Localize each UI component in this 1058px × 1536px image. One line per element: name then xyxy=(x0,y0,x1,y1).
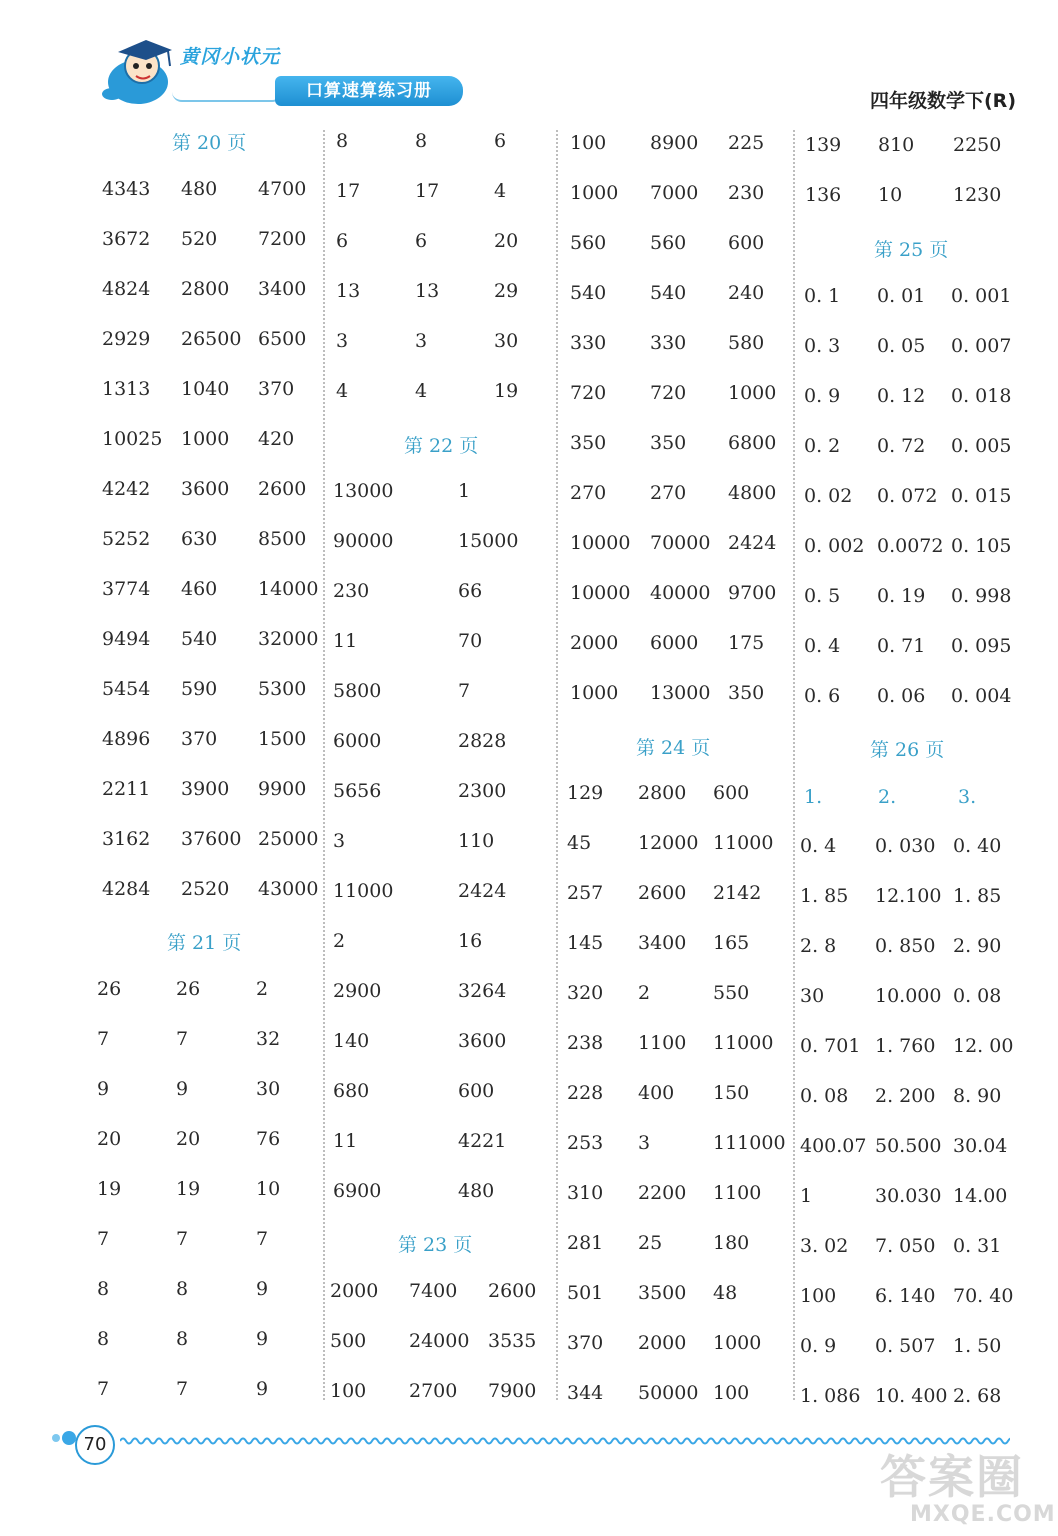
answer-cell: 344 xyxy=(567,1382,604,1404)
answer-cell: 230 xyxy=(333,580,370,602)
answer-cell: 2600 xyxy=(258,478,307,500)
answer-cell: 110 xyxy=(458,830,495,852)
section-title-page-24: 第 24 页 xyxy=(636,737,711,759)
answer-cell: 9700 xyxy=(728,582,777,604)
answer-cell: 43000 xyxy=(258,878,319,900)
answer-cell: 7400 xyxy=(409,1280,458,1302)
answer-cell: 3672 xyxy=(102,228,151,250)
answer-cell: 720 xyxy=(650,382,687,404)
answer-cell: 129 xyxy=(567,782,604,804)
answer-cell: 9 xyxy=(176,1078,189,1100)
answer-cell: 0. 1 xyxy=(804,285,841,307)
answer-cell: 100 xyxy=(800,1285,837,1307)
answer-cell: 2142 xyxy=(713,882,762,904)
answer-cell: 7 xyxy=(97,1028,110,1050)
answer-cell: 8 xyxy=(176,1328,189,1350)
answer-cell: 460 xyxy=(181,578,218,600)
answer-cell: 9900 xyxy=(258,778,307,800)
answer-cell: 165 xyxy=(713,932,750,954)
answer-cell: 17 xyxy=(415,180,440,202)
section-title-page-23: 第 23 页 xyxy=(398,1234,473,1256)
answer-cell: 560 xyxy=(650,232,687,254)
answer-cell: 50.500 xyxy=(875,1135,942,1157)
answer-cell: 1100 xyxy=(638,1032,687,1054)
answer-cell: 25000 xyxy=(258,828,319,850)
answer-cell: 2700 xyxy=(409,1380,458,1402)
answer-cell: 150 xyxy=(713,1082,750,1104)
answer-cell: 16 xyxy=(458,930,483,952)
answer-cell: 1230 xyxy=(953,184,1002,206)
decor-dot xyxy=(52,1434,60,1442)
column-divider xyxy=(793,130,795,1400)
section-title-page-20: 第 20 页 xyxy=(172,132,247,154)
answer-cell: 0. 004 xyxy=(951,685,1012,707)
answer-cell: 40000 xyxy=(650,582,711,604)
answer-cell: 3 xyxy=(333,830,346,852)
answer-cell: 480 xyxy=(458,1180,495,1202)
answer-cell: 26500 xyxy=(181,328,242,350)
answer-cell: 2520 xyxy=(181,878,230,900)
answer-cell: 5454 xyxy=(102,678,151,700)
answer-cell: 0. 018 xyxy=(951,385,1012,407)
answer-cell: 0. 08 xyxy=(953,985,1002,1007)
answer-cell: 1000 xyxy=(570,682,619,704)
answer-cell: 6 xyxy=(415,230,428,252)
answer-cell: 20 xyxy=(97,1128,122,1150)
answer-cell: 240 xyxy=(728,282,765,304)
answer-cell: 30 xyxy=(800,985,825,1007)
answer-cell: 1. 85 xyxy=(800,885,849,907)
column-divider xyxy=(556,130,558,1400)
brand-name: 黄冈小状元 xyxy=(180,46,281,68)
answer-cell: 1 xyxy=(458,480,471,502)
answer-cell: 13000 xyxy=(650,682,711,704)
answer-cell: 630 xyxy=(181,528,218,550)
book-title-banner: 口算速算练习册 xyxy=(275,76,463,106)
answer-cell: 228 xyxy=(567,1082,604,1104)
watermark-logo: 答案圈 xyxy=(880,1450,1024,1504)
answer-cell: 0. 002 xyxy=(804,535,865,557)
answer-cell: 100 xyxy=(330,1380,367,1402)
answer-cell: 9 xyxy=(256,1328,269,1350)
answer-cell: 70. 40 xyxy=(953,1285,1014,1307)
answer-cell: 720 xyxy=(570,382,607,404)
answer-cell: 175 xyxy=(728,632,765,654)
answer-cell: 330 xyxy=(570,332,607,354)
answer-cell: 1000 xyxy=(570,182,619,204)
answer-cell: 13 xyxy=(415,280,440,302)
answer-cell: 400 xyxy=(638,1082,675,1104)
answer-cell: 9494 xyxy=(102,628,151,650)
answer-cell: 4800 xyxy=(728,482,777,504)
answer-cell: 19 xyxy=(494,380,519,402)
answer-cell: 32000 xyxy=(258,628,319,650)
answer-cell: 29 xyxy=(494,280,519,302)
answer-cell: 140 xyxy=(333,1030,370,1052)
answer-cell: 0. 030 xyxy=(875,835,936,857)
answer-cell: 0. 850 xyxy=(875,935,936,957)
answer-cell: 5656 xyxy=(333,780,382,802)
answer-cell: 0. 6 xyxy=(804,685,841,707)
answer-cell: 4284 xyxy=(102,878,151,900)
answer-cell: 2300 xyxy=(458,780,507,802)
answer-cell: 2. 90 xyxy=(953,935,1002,957)
answer-cell: 10.000 xyxy=(875,985,942,1007)
answer-cell: 8500 xyxy=(258,528,307,550)
answer-cell: 1000 xyxy=(181,428,230,450)
answer-cell: 2424 xyxy=(458,880,507,902)
page-header xyxy=(0,0,1058,120)
answer-cell: 7 xyxy=(97,1378,110,1400)
answer-cell: 0. 9 xyxy=(800,1335,837,1357)
answer-cell: 4824 xyxy=(102,278,151,300)
answer-cell: 1. 85 xyxy=(953,885,1002,907)
answer-cell: 2000 xyxy=(638,1332,687,1354)
answer-cell: 500 xyxy=(330,1330,367,1352)
answer-cell: 1500 xyxy=(258,728,307,750)
answer-cell: 6 xyxy=(336,230,349,252)
answer-cell: 8 xyxy=(97,1328,110,1350)
answer-cell: 0. 507 xyxy=(875,1335,936,1357)
answer-cell: 810 xyxy=(878,134,915,156)
answer-cell: 0. 2 xyxy=(804,435,841,457)
answer-cell: 11000 xyxy=(713,832,774,854)
answer-cell: 26 xyxy=(97,978,122,1000)
answer-cell: 1 xyxy=(800,1185,813,1207)
question-number: 2. xyxy=(878,786,897,808)
answer-cell: 330 xyxy=(650,332,687,354)
answer-cell: 6000 xyxy=(650,632,699,654)
answer-cell: 0. 015 xyxy=(951,485,1012,507)
answer-cell: 5300 xyxy=(258,678,307,700)
answer-cell: 3. 02 xyxy=(800,1235,849,1257)
section-title-page-21: 第 21 页 xyxy=(167,932,242,954)
answer-cell: 14.00 xyxy=(953,1185,1008,1207)
answer-cell: 0. 19 xyxy=(877,585,926,607)
column-divider xyxy=(323,130,325,1400)
watermark-url: MXQE.COM xyxy=(910,1502,1056,1527)
answer-cell: 1. 086 xyxy=(800,1385,861,1407)
answer-cell: 2600 xyxy=(638,882,687,904)
answer-cell: 0. 12 xyxy=(877,385,926,407)
answer-cell: 6. 140 xyxy=(875,1285,936,1307)
answer-cell: 4343 xyxy=(102,178,151,200)
answer-cell: 13 xyxy=(336,280,361,302)
answer-cell: 0. 701 xyxy=(800,1035,861,1057)
wavy-divider xyxy=(120,1436,1010,1446)
answer-cell: 10025 xyxy=(102,428,163,450)
answer-cell: 2 xyxy=(638,982,651,1004)
answer-cell: 30 xyxy=(494,330,519,352)
answer-cell: 19 xyxy=(176,1178,201,1200)
answer-cell: 3400 xyxy=(258,278,307,300)
answer-cell: 4700 xyxy=(258,178,307,200)
answer-cell: 6000 xyxy=(333,730,382,752)
answer-cell: 3774 xyxy=(102,578,151,600)
answer-cell: 0. 01 xyxy=(877,285,926,307)
brand-swoosh xyxy=(172,92,282,102)
answer-cell: 7 xyxy=(256,1228,269,1250)
answer-cell: 10. 400 xyxy=(875,1385,948,1407)
answer-cell: 13000 xyxy=(333,480,394,502)
answer-cell: 7 xyxy=(176,1378,189,1400)
answer-cell: 8900 xyxy=(650,132,699,154)
answer-cell: 2. 8 xyxy=(800,935,837,957)
answer-cell: 550 xyxy=(713,982,750,1004)
answer-cell: 3264 xyxy=(458,980,507,1002)
answer-cell: 45 xyxy=(567,832,592,854)
answer-cell: 281 xyxy=(567,1232,604,1254)
answer-cell: 2250 xyxy=(953,134,1002,156)
answer-cell: 3400 xyxy=(638,932,687,954)
answer-cell: 7200 xyxy=(258,228,307,250)
answer-cell: 7 xyxy=(458,680,471,702)
answer-cell: 0. 4 xyxy=(800,835,837,857)
answer-cell: 2000 xyxy=(330,1280,379,1302)
answer-cell: 17 xyxy=(336,180,361,202)
answer-cell: 180 xyxy=(713,1232,750,1254)
answer-cell: 600 xyxy=(458,1080,495,1102)
answer-cell: 0.0072 xyxy=(877,535,944,557)
answer-cell: 50000 xyxy=(638,1382,699,1404)
answer-cell: 680 xyxy=(333,1080,370,1102)
answer-cell: 2929 xyxy=(102,328,151,350)
answer-cell: 1100 xyxy=(713,1182,762,1204)
answer-cell: 100 xyxy=(713,1382,750,1404)
answer-cell: 3 xyxy=(415,330,428,352)
answer-cell: 270 xyxy=(570,482,607,504)
answer-cell: 257 xyxy=(567,882,604,904)
answer-cell: 0. 001 xyxy=(951,285,1012,307)
answer-cell: 1313 xyxy=(102,378,151,400)
answer-cell: 3600 xyxy=(458,1030,507,1052)
answer-cell: 9 xyxy=(256,1378,269,1400)
answer-cell: 370 xyxy=(567,1332,604,1354)
answer-cell: 600 xyxy=(728,232,765,254)
answer-cell: 76 xyxy=(256,1128,281,1150)
answer-cell: 11 xyxy=(333,1130,358,1152)
answer-cell: 0. 40 xyxy=(953,835,1002,857)
answer-cell: 540 xyxy=(181,628,218,650)
answer-cell: 253 xyxy=(567,1132,604,1154)
answer-cell: 9 xyxy=(97,1078,110,1100)
answer-cell: 3900 xyxy=(181,778,230,800)
answer-cell: 590 xyxy=(181,678,218,700)
answer-cell: 4 xyxy=(415,380,428,402)
answer-cell: 7000 xyxy=(650,182,699,204)
answer-cell: 30.04 xyxy=(953,1135,1008,1157)
answer-cell: 350 xyxy=(728,682,765,704)
answer-cell: 4 xyxy=(494,180,507,202)
answer-cell: 3600 xyxy=(181,478,230,500)
answer-cell: 3 xyxy=(638,1132,651,1154)
answer-cell: 230 xyxy=(728,182,765,204)
answer-cell: 580 xyxy=(728,332,765,354)
answer-cell: 0. 9 xyxy=(804,385,841,407)
answer-cell: 0. 08 xyxy=(800,1085,849,1107)
answer-cell: 0. 095 xyxy=(951,635,1012,657)
answer-cell: 7. 050 xyxy=(875,1235,936,1257)
answer-cell: 0. 105 xyxy=(951,535,1012,557)
answer-cell: 11000 xyxy=(333,880,394,902)
answer-cell: 12. 00 xyxy=(953,1035,1014,1057)
answer-cell: 7 xyxy=(176,1228,189,1250)
answer-cell: 2211 xyxy=(102,778,151,800)
answer-cell: 1000 xyxy=(713,1332,762,1354)
answer-cell: 30 xyxy=(256,1078,281,1100)
answer-cell: 400.07 xyxy=(800,1135,867,1157)
answer-cell: 8 xyxy=(336,130,349,152)
answer-cell: 0. 72 xyxy=(877,435,926,457)
answer-cell: 66 xyxy=(458,580,483,602)
answer-cell: 0. 005 xyxy=(951,435,1012,457)
answer-cell: 100 xyxy=(570,132,607,154)
section-title-page-22: 第 22 页 xyxy=(404,435,479,457)
answer-cell: 70000 xyxy=(650,532,711,554)
answer-cell: 10000 xyxy=(570,532,631,554)
answer-cell: 9 xyxy=(256,1278,269,1300)
answer-cell: 225 xyxy=(728,132,765,154)
answer-cell: 0. 007 xyxy=(951,335,1012,357)
answer-cell: 10 xyxy=(256,1178,281,1200)
answer-cell: 26 xyxy=(176,978,201,1000)
answer-cell: 4896 xyxy=(102,728,151,750)
answer-cell: 8. 90 xyxy=(953,1085,1002,1107)
answer-cell: 2000 xyxy=(570,632,619,654)
answer-cell: 0. 5 xyxy=(804,585,841,607)
answer-cell: 310 xyxy=(567,1182,604,1204)
answer-cell: 600 xyxy=(713,782,750,804)
answer-cell: 111000 xyxy=(713,1132,786,1154)
answer-cell: 8 xyxy=(415,130,428,152)
question-number: 3. xyxy=(958,786,977,808)
answer-cell: 7900 xyxy=(488,1380,537,1402)
answer-cell: 90000 xyxy=(333,530,394,552)
watermark xyxy=(880,1452,1056,1528)
answer-cell: 1. 760 xyxy=(875,1035,936,1057)
answer-cell: 70 xyxy=(458,630,483,652)
mascot-logo xyxy=(98,32,178,108)
answer-cell: 30.030 xyxy=(875,1185,942,1207)
answer-cell: 6500 xyxy=(258,328,307,350)
answer-cell: 0. 998 xyxy=(951,585,1012,607)
answer-cell: 3 xyxy=(336,330,349,352)
answer-cell: 2 xyxy=(333,930,346,952)
answer-cell: 238 xyxy=(567,1032,604,1054)
answer-cell: 2200 xyxy=(638,1182,687,1204)
answer-cell: 540 xyxy=(650,282,687,304)
answer-cell: 2 xyxy=(256,978,269,1000)
answer-cell: 6800 xyxy=(728,432,777,454)
decor-dot xyxy=(62,1431,76,1445)
answer-cell: 520 xyxy=(181,228,218,250)
answer-cell: 3535 xyxy=(488,1330,537,1352)
answer-cell: 20 xyxy=(176,1128,201,1150)
answer-cell: 350 xyxy=(570,432,607,454)
answer-cell: 2. 200 xyxy=(875,1085,936,1107)
answer-cell: 4242 xyxy=(102,478,151,500)
answer-cell: 2600 xyxy=(488,1280,537,1302)
answer-cell: 0. 02 xyxy=(804,485,853,507)
answer-cell: 1000 xyxy=(728,382,777,404)
answer-cell: 540 xyxy=(570,282,607,304)
answer-cell: 4 xyxy=(336,380,349,402)
answer-cell: 5252 xyxy=(102,528,151,550)
answer-cell: 15000 xyxy=(458,530,519,552)
answer-cell: 8 xyxy=(97,1278,110,1300)
answer-cell: 4221 xyxy=(458,1130,507,1152)
answer-cell: 0. 3 xyxy=(804,335,841,357)
answer-cell: 501 xyxy=(567,1282,604,1304)
answer-cell: 2828 xyxy=(458,730,507,752)
answer-cell: 14000 xyxy=(258,578,319,600)
answer-cell: 12000 xyxy=(638,832,699,854)
answer-cell: 2424 xyxy=(728,532,777,554)
answer-cell: 320 xyxy=(567,982,604,1004)
answer-cell: 420 xyxy=(258,428,295,450)
answer-cell: 1040 xyxy=(181,378,230,400)
answer-cell: 7 xyxy=(97,1228,110,1250)
section-title-page-26: 第 26 页 xyxy=(870,739,945,761)
answer-cell: 3500 xyxy=(638,1282,687,1304)
answer-cell: 10 xyxy=(878,184,903,206)
page-number: 70 xyxy=(75,1425,115,1465)
answer-cell: 480 xyxy=(181,178,218,200)
answer-cell: 11000 xyxy=(713,1032,774,1054)
answer-cell: 25 xyxy=(638,1232,663,1254)
answer-cell: 12.100 xyxy=(875,885,942,907)
answer-cell: 350 xyxy=(650,432,687,454)
answer-cell: 0. 71 xyxy=(877,635,926,657)
answer-cell: 370 xyxy=(181,728,218,750)
answer-cell: 3162 xyxy=(102,828,151,850)
answer-cell: 370 xyxy=(258,378,295,400)
answer-cell: 7 xyxy=(176,1028,189,1050)
answer-cell: 2. 68 xyxy=(953,1385,1002,1407)
answer-cell: 10000 xyxy=(570,582,631,604)
answer-cell: 2900 xyxy=(333,980,382,1002)
question-number: 1. xyxy=(804,786,823,808)
answer-cell: 0. 05 xyxy=(877,335,926,357)
answer-cell: 139 xyxy=(805,134,842,156)
answer-cell: 48 xyxy=(713,1282,738,1304)
answer-cell: 560 xyxy=(570,232,607,254)
answer-cell: 0. 31 xyxy=(953,1235,1002,1257)
answer-cell: 37600 xyxy=(181,828,242,850)
answer-cell: 32 xyxy=(256,1028,281,1050)
answer-cell: 5800 xyxy=(333,680,382,702)
answer-cell: 6900 xyxy=(333,1180,382,1202)
answer-cell: 6 xyxy=(494,130,507,152)
answer-cell: 24000 xyxy=(409,1330,470,1352)
answer-cell: 0. 072 xyxy=(877,485,938,507)
answer-cell: 8 xyxy=(176,1278,189,1300)
answer-cell: 0. 06 xyxy=(877,685,926,707)
answer-cell: 2800 xyxy=(638,782,687,804)
grade-label: 四年级数学下(R) xyxy=(870,90,1016,112)
answer-cell: 0. 4 xyxy=(804,635,841,657)
answer-cell: 19 xyxy=(97,1178,122,1200)
answer-cell: 136 xyxy=(805,184,842,206)
section-title-page-25: 第 25 页 xyxy=(874,239,949,261)
answer-cell: 2800 xyxy=(181,278,230,300)
answer-cell: 270 xyxy=(650,482,687,504)
answer-cell: 1. 50 xyxy=(953,1335,1002,1357)
answer-cell: 145 xyxy=(567,932,604,954)
answer-cell: 11 xyxy=(333,630,358,652)
answer-cell: 20 xyxy=(494,230,519,252)
